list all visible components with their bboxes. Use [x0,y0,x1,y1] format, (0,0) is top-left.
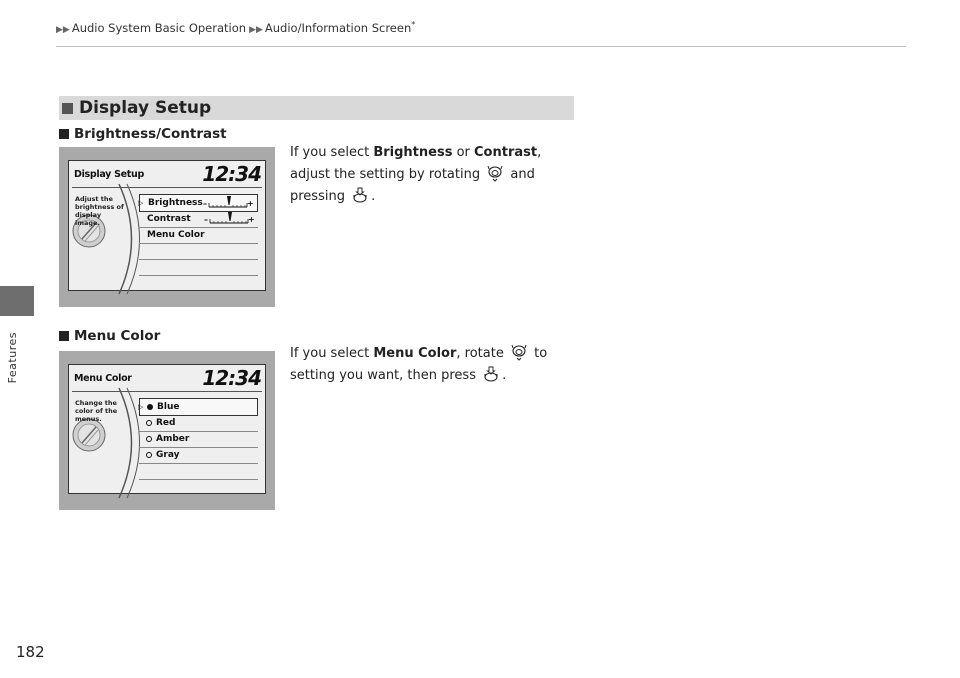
text-run: or [452,145,475,160]
text-run: . [371,189,376,204]
press-knob-icon [352,187,368,203]
footnote-mark: * [411,20,416,29]
header-rule [56,46,906,47]
section-header [59,96,574,120]
page-number: 182 [16,643,45,661]
menu-item-red[interactable] [139,415,258,432]
menu-item-label: Blue [157,402,180,412]
menu-item-amber[interactable] [139,431,258,448]
slider-minus-label: – [204,215,208,224]
radio-selected-icon [147,404,153,410]
radio-unselected-icon [146,452,152,458]
rotate-knob-icon [511,344,527,360]
slider-plus-label: + [247,199,254,208]
text-run: and pressing [290,167,535,204]
breadcrumb-item-basic-operation[interactable]: Audio System Basic Operation [71,20,247,35]
term-menu-color: Menu Color [373,346,457,361]
menu-item-label: Menu Color [147,230,205,240]
rotate-knob-icon [487,165,503,181]
breadcrumb-arrow-icon: ▶▶ [249,24,263,35]
screen-clock: 12:34 [202,366,261,390]
subheading-square-icon [59,331,69,341]
display-setup-screen [59,147,275,307]
menu-item-brightness[interactable] [139,194,258,212]
term-contrast: Contrast [474,145,538,160]
slider-thumb-icon[interactable] [227,196,231,205]
selection-caret-icon: ▷ [138,199,144,207]
subheading-text: Menu Color [74,328,161,344]
section-square-icon [62,103,73,114]
menu-row-empty [139,259,258,276]
menu-color-screen [59,351,275,510]
brightness-slider[interactable] [203,196,253,210]
slider-thumb-icon[interactable] [228,212,232,221]
text-run: . [502,368,507,383]
section-title: Display Setup [79,98,212,118]
brightness-instructions [290,142,580,208]
radio-unselected-icon [146,436,152,442]
breadcrumb [56,20,415,35]
menu-item-label: Gray [156,450,180,460]
subheading-text: Brightness/Contrast [74,126,227,142]
screen-hint-text: Adjust the brightness of display image. [75,195,124,227]
menu-color-instructions [290,343,580,387]
text-run: , adjust the setting by rotating [290,145,542,182]
menu-row-empty [139,243,258,260]
menu-row-empty [139,479,258,495]
text-run: If you select [290,145,374,160]
text-run: , rotate [456,346,508,361]
screen-title: Display Setup [74,169,144,180]
term-brightness: Brightness [373,145,453,160]
menu-row-empty [139,275,258,291]
selection-caret-icon: ▷ [138,403,144,411]
subheading-menu-color [59,328,160,344]
text-run: to setting you want, then press [290,346,548,383]
menu-item-label: Amber [156,434,190,444]
slider-plus-label: + [248,215,255,224]
press-knob-icon [483,366,499,382]
screen-display [68,364,266,494]
screen-hint-text: Change the color of the menus. [75,399,118,423]
text-run: If you select [290,346,374,361]
radio-unselected-icon [146,420,152,426]
menu-item-label: Red [156,418,176,428]
screen-display [68,160,266,291]
screen-divider [72,187,262,188]
screen-title: Menu Color [74,373,132,384]
contrast-slider[interactable] [204,212,254,226]
menu-row-empty [139,463,258,480]
slider-minus-label: – [203,199,207,208]
menu-item-label: Contrast [147,214,191,224]
screen-clock: 12:34 [202,162,261,186]
menu-item-gray[interactable] [139,447,258,464]
breadcrumb-item-audio-info-screen[interactable]: Audio/Information Screen [264,20,412,35]
subheading-square-icon [59,129,69,139]
menu-item-label: Brightness [148,198,203,208]
menu-item-blue[interactable] [139,398,258,416]
menu-item-contrast[interactable] [139,211,258,228]
chapter-tab-label: Features [6,332,19,384]
chapter-tab-marker [0,286,34,316]
breadcrumb-arrow-icon: ▶▶ [56,24,70,35]
screen-divider [72,391,262,392]
menu-item-menu-color[interactable] [139,227,258,244]
subheading-brightness-contrast [59,126,227,142]
